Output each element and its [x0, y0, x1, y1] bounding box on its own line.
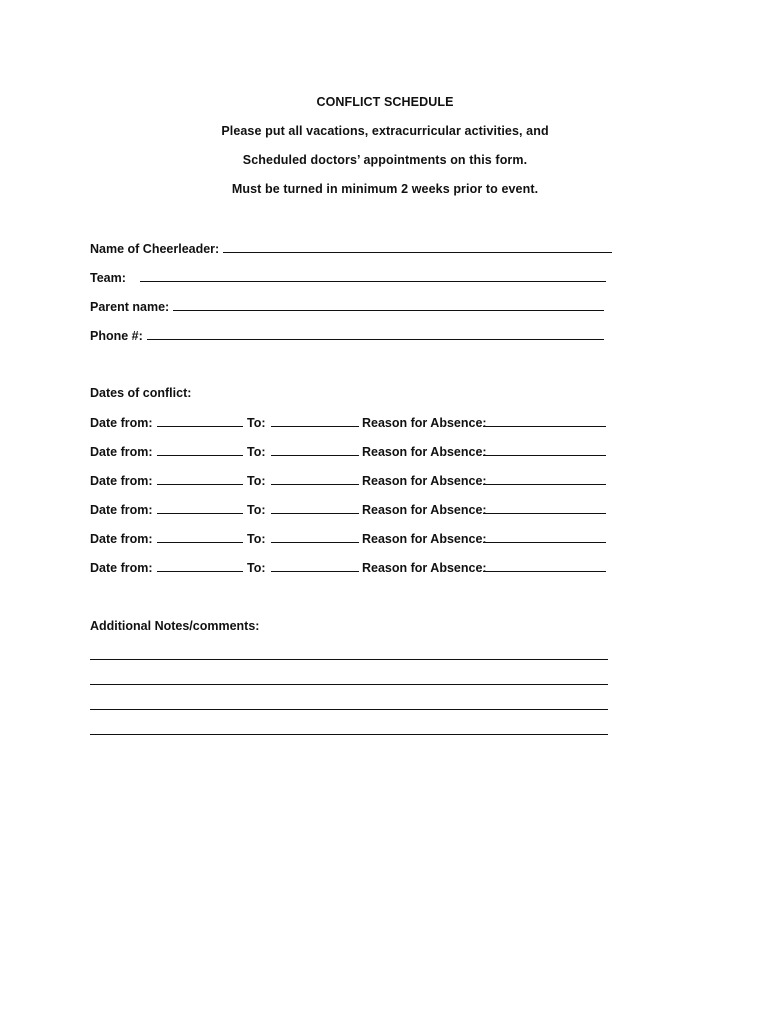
notes-line[interactable]	[90, 684, 608, 685]
date-from-blank[interactable]	[157, 484, 243, 485]
team-field[interactable]	[90, 267, 606, 285]
date-from-label: Date from:	[90, 503, 153, 517]
date-from-blank[interactable]	[157, 513, 243, 514]
additional-notes-heading: Additional Notes/comments:	[90, 619, 260, 633]
cheerleader-name-field[interactable]	[90, 238, 612, 256]
date-from-blank[interactable]	[157, 542, 243, 543]
parent-name-blank[interactable]	[173, 309, 604, 311]
cheerleader-name-blank[interactable]	[223, 251, 612, 253]
reason-blank[interactable]	[483, 426, 606, 427]
parent-name-field[interactable]	[90, 296, 604, 314]
phone-blank[interactable]	[147, 338, 604, 340]
reason-label: Reason for Absence:	[362, 503, 487, 517]
date-to-blank[interactable]	[271, 542, 359, 543]
dates-of-conflict-heading: Dates of conflict:	[90, 386, 192, 400]
conflict-row	[90, 499, 608, 517]
reason-blank[interactable]	[483, 484, 606, 485]
date-from-label: Date from:	[90, 474, 153, 488]
conflict-row	[90, 528, 608, 546]
to-label: To:	[247, 445, 266, 459]
reason-label: Reason for Absence:	[362, 416, 487, 430]
conflict-row	[90, 470, 608, 488]
date-from-label: Date from:	[90, 532, 153, 546]
to-label: To:	[247, 416, 266, 430]
reason-label: Reason for Absence:	[362, 445, 487, 459]
conflict-row	[90, 557, 608, 575]
date-to-blank[interactable]	[271, 426, 359, 427]
team-blank[interactable]	[140, 280, 606, 282]
phone-field[interactable]	[90, 325, 604, 343]
to-label: To:	[247, 532, 266, 546]
reason-label: Reason for Absence:	[362, 474, 487, 488]
instruction-line-1: Please put all vacations, extracurricular activities, and	[221, 124, 549, 138]
instruction-line-2: Scheduled doctors’ appointments on this form.	[242, 153, 528, 167]
date-from-blank[interactable]	[157, 571, 243, 572]
date-to-blank[interactable]	[271, 513, 359, 514]
notes-line[interactable]	[90, 659, 608, 660]
date-from-blank[interactable]	[157, 455, 243, 456]
date-to-blank[interactable]	[271, 571, 359, 572]
to-label: To:	[247, 503, 266, 517]
reason-blank[interactable]	[483, 542, 606, 543]
reason-blank[interactable]	[483, 455, 606, 456]
date-from-label: Date from:	[90, 561, 153, 575]
date-to-blank[interactable]	[271, 455, 359, 456]
instruction-line-3: Must be turned in minimum 2 weeks prior to event.	[231, 182, 539, 196]
conflict-row	[90, 412, 608, 430]
team-label: Team:	[90, 271, 126, 285]
conflict-row	[90, 441, 608, 459]
date-from-blank[interactable]	[157, 426, 243, 427]
date-to-blank[interactable]	[271, 484, 359, 485]
form-title: CONFLICT SCHEDULE	[316, 95, 454, 109]
reason-blank[interactable]	[483, 571, 606, 572]
reason-label: Reason for Absence:	[362, 532, 487, 546]
to-label: To:	[247, 561, 266, 575]
date-from-label: Date from:	[90, 445, 153, 459]
reason-blank[interactable]	[483, 513, 606, 514]
phone-label: Phone #:	[90, 329, 143, 343]
date-from-label: Date from:	[90, 416, 153, 430]
reason-label: Reason for Absence:	[362, 561, 487, 575]
notes-line[interactable]	[90, 709, 608, 710]
notes-line[interactable]	[90, 734, 608, 735]
to-label: To:	[247, 474, 266, 488]
parent-name-label: Parent name:	[90, 300, 170, 314]
cheerleader-name-label: Name of Cheerleader:	[90, 242, 220, 256]
